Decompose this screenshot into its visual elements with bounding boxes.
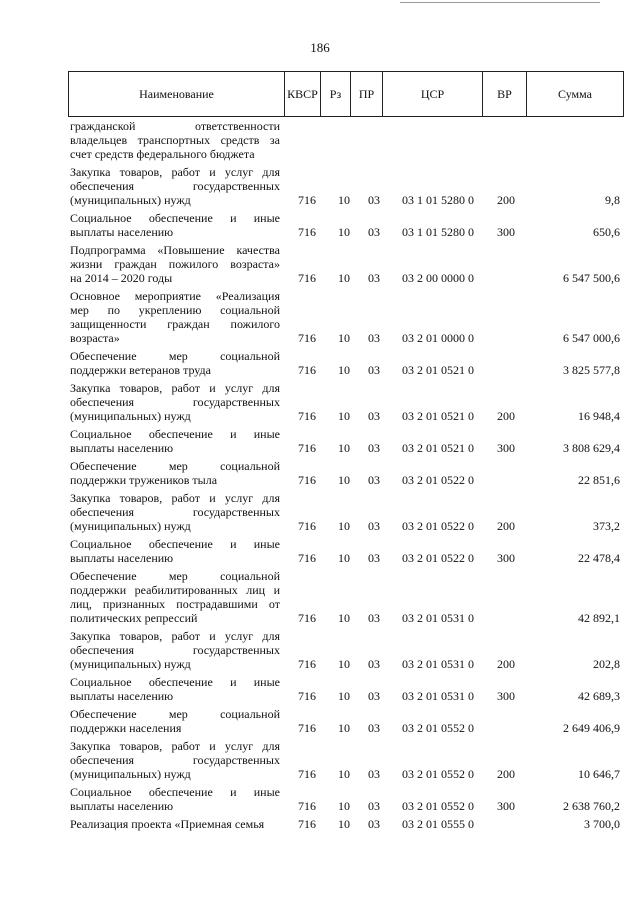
- row-csr: 03 2 01 0521 0: [402, 363, 474, 377]
- row-name-line: поддержки реабилитированных лиц и: [70, 583, 280, 597]
- row-kvsr: 716: [298, 473, 316, 487]
- row-pr: 03: [368, 193, 380, 207]
- row-sum: 10 646,7: [578, 767, 620, 781]
- row-pr: 03: [368, 799, 380, 813]
- row-pr: 03: [368, 551, 380, 565]
- row-rz: 10: [338, 767, 350, 781]
- row-csr: 03 2 01 0531 0: [402, 657, 474, 671]
- row-name-line: Социальное обеспечение и иные: [70, 211, 280, 225]
- row-kvsr: 716: [298, 193, 316, 207]
- row-vr: 300: [497, 441, 515, 455]
- row-name-line: гражданской ответственности: [70, 119, 280, 133]
- row-name-line: (муниципальных) нужд: [70, 657, 191, 671]
- row-sum: 42 892,1: [578, 611, 620, 625]
- row-kvsr: 716: [298, 409, 316, 423]
- row-pr: 03: [368, 441, 380, 455]
- row-sum: 6 547 000,6: [563, 331, 620, 345]
- table-row: [0, 739, 640, 782]
- row-name-line: Обеспечение мер социальной: [70, 459, 280, 473]
- row-name: [70, 785, 280, 813]
- table-row: [0, 629, 640, 672]
- row-sum: 2 638 760,2: [563, 799, 620, 813]
- row-name-line: Закупка товаров, работ и услуг для: [70, 629, 280, 643]
- row-vr: 200: [497, 409, 515, 423]
- row-rz: 10: [338, 331, 350, 345]
- row-csr: 03 2 00 0000 0: [402, 271, 474, 285]
- row-name-line: жизни граждан пожилого возраста»: [70, 257, 280, 271]
- row-name-line: обеспечения государственных: [70, 643, 280, 657]
- row-pr: 03: [368, 657, 380, 671]
- table-row: [0, 119, 640, 162]
- row-vr: 300: [497, 689, 515, 703]
- row-name-line: поддержки населения: [70, 721, 182, 735]
- row-kvsr: 716: [298, 441, 316, 455]
- row-name-line: обеспечения государственных: [70, 179, 280, 193]
- row-pr: 03: [368, 409, 380, 423]
- row-name: [70, 491, 280, 533]
- row-kvsr: 716: [298, 225, 316, 239]
- row-csr: 03 2 01 0521 0: [402, 409, 474, 423]
- table-header: [68, 71, 624, 117]
- header-kvsr: КВСР: [285, 72, 321, 116]
- row-csr: 03 2 01 0552 0: [402, 721, 474, 735]
- table-row: [0, 381, 640, 424]
- row-name: [70, 289, 280, 345]
- row-kvsr: 716: [298, 363, 316, 377]
- row-rz: 10: [338, 519, 350, 533]
- row-name: [70, 427, 280, 455]
- row-pr: 03: [368, 689, 380, 703]
- row-rz: 10: [338, 611, 350, 625]
- row-name-line: защищенности граждан пожилого: [70, 317, 280, 331]
- row-name: [70, 675, 280, 703]
- row-pr: 03: [368, 331, 380, 345]
- row-pr: 03: [368, 519, 380, 533]
- header-pr: ПР: [351, 72, 383, 116]
- row-name-line: Закупка товаров, работ и услуг для: [70, 739, 280, 753]
- row-sum: 16 948,4: [578, 409, 620, 423]
- row-name-line: Закупка товаров, работ и услуг для: [70, 381, 280, 395]
- row-name: [70, 569, 280, 625]
- row-name: [70, 165, 280, 207]
- row-kvsr: 716: [298, 721, 316, 735]
- table-row: [0, 817, 640, 832]
- row-pr: 03: [368, 363, 380, 377]
- row-kvsr: 716: [298, 611, 316, 625]
- row-sum: 22 478,4: [578, 551, 620, 565]
- row-rz: 10: [338, 441, 350, 455]
- row-rz: 10: [338, 225, 350, 239]
- row-rz: 10: [338, 363, 350, 377]
- row-name: [70, 349, 280, 377]
- row-kvsr: 716: [298, 657, 316, 671]
- header-sum: Сумма: [558, 86, 592, 101]
- row-name-line: обеспечения государственных: [70, 505, 280, 519]
- row-rz: 10: [338, 817, 350, 831]
- table-row: [0, 675, 640, 704]
- row-name-line: Обеспечение мер социальной: [70, 707, 280, 721]
- row-rz: 10: [338, 551, 350, 565]
- row-name: [70, 817, 280, 831]
- row-vr: 300: [497, 225, 515, 239]
- row-pr: 03: [368, 817, 380, 831]
- row-name: [70, 381, 280, 423]
- row-csr: 03 2 01 0552 0: [402, 767, 474, 781]
- row-vr: 200: [497, 767, 515, 781]
- table-row: [0, 349, 640, 378]
- table-row: [0, 785, 640, 814]
- table-row: [0, 491, 640, 534]
- row-sum: 650,6: [593, 225, 620, 239]
- row-sum: 9,8: [605, 193, 620, 207]
- row-sum: 6 547 500,6: [563, 271, 620, 285]
- row-pr: 03: [368, 473, 380, 487]
- row-sum: 42 689,3: [578, 689, 620, 703]
- row-name-line: Социальное обеспечение и иные: [70, 427, 280, 441]
- row-rz: 10: [338, 657, 350, 671]
- table-row: [0, 165, 640, 208]
- row-kvsr: 716: [298, 799, 316, 813]
- row-csr: 03 2 01 0000 0: [402, 331, 474, 345]
- row-name-line: Социальное обеспечение и иные: [70, 537, 280, 551]
- row-csr: 03 2 01 0555 0: [402, 817, 474, 831]
- row-name-line: счет средств федерального бюджета: [70, 147, 255, 161]
- row-csr: 03 2 01 0531 0: [402, 611, 474, 625]
- row-kvsr: 716: [298, 817, 316, 831]
- row-pr: 03: [368, 271, 380, 285]
- row-sum: 3 700,0: [584, 817, 620, 831]
- row-vr: 300: [497, 551, 515, 565]
- row-name-line: выплаты населению: [70, 551, 174, 565]
- row-pr: 03: [368, 225, 380, 239]
- row-name-line: Социальное обеспечение и иные: [70, 675, 280, 689]
- row-sum: 373,2: [593, 519, 620, 533]
- row-name-line: обеспечения государственных: [70, 395, 280, 409]
- row-rz: 10: [338, 271, 350, 285]
- row-name-line: лиц, признанных пострадавшими от: [70, 597, 280, 611]
- row-csr: 03 1 01 5280 0: [402, 193, 474, 207]
- row-sum: 3 808 629,4: [563, 441, 620, 455]
- row-vr: 200: [497, 193, 515, 207]
- row-csr: 03 1 01 5280 0: [402, 225, 474, 239]
- row-name-line: обеспечения государственных: [70, 753, 280, 767]
- row-kvsr: 716: [298, 689, 316, 703]
- row-csr: 03 2 01 0522 0: [402, 473, 474, 487]
- row-kvsr: 716: [298, 519, 316, 533]
- row-name-line: выплаты населению: [70, 799, 174, 813]
- row-rz: 10: [338, 193, 350, 207]
- header-csr: ЦСР: [383, 72, 483, 116]
- row-name: [70, 119, 280, 161]
- row-name-line: Основное мероприятие «Реализация: [70, 289, 280, 303]
- row-kvsr: 716: [298, 271, 316, 285]
- row-sum: 3 825 577,8: [563, 363, 620, 377]
- row-name-line: выплаты населению: [70, 441, 174, 455]
- row-name: [70, 211, 280, 239]
- row-name-line: Подпрограмма «Повышение качества: [70, 243, 280, 257]
- row-name-line: на 2014 – 2020 годы: [70, 271, 173, 285]
- row-vr: 200: [497, 657, 515, 671]
- row-name-line: поддержки ветеранов труда: [70, 363, 211, 377]
- row-rz: 10: [338, 721, 350, 735]
- top-scan-line: [400, 2, 600, 3]
- row-pr: 03: [368, 767, 380, 781]
- row-sum: 2 649 406,9: [563, 721, 620, 735]
- row-csr: 03 2 01 0521 0: [402, 441, 474, 455]
- row-kvsr: 716: [298, 767, 316, 781]
- row-sum: 202,8: [593, 657, 620, 671]
- header-vr: ВР: [483, 72, 527, 116]
- table-row: [0, 459, 640, 488]
- row-name-line: (муниципальных) нужд: [70, 193, 191, 207]
- row-vr: 200: [497, 519, 515, 533]
- row-name: [70, 243, 280, 285]
- row-name-line: Обеспечение мер социальной: [70, 569, 280, 583]
- row-rz: 10: [338, 689, 350, 703]
- row-rz: 10: [338, 409, 350, 423]
- table-row: [0, 569, 640, 626]
- row-csr: 03 2 01 0522 0: [402, 519, 474, 533]
- row-name: [70, 629, 280, 671]
- row-csr: 03 2 01 0552 0: [402, 799, 474, 813]
- header-rz: Рз: [321, 72, 351, 116]
- row-name-line: Обеспечение мер социальной: [70, 349, 280, 363]
- table-row: [0, 211, 640, 240]
- row-name-line: выплаты населению: [70, 225, 174, 239]
- row-name-line: (муниципальных) нужд: [70, 409, 191, 423]
- row-csr: 03 2 01 0531 0: [402, 689, 474, 703]
- row-name-line: Социальное обеспечение и иные: [70, 785, 280, 799]
- row-name-line: владельцев транспортных средств за: [70, 133, 280, 147]
- row-name-line: поддержки тружеников тыла: [70, 473, 218, 487]
- row-rz: 10: [338, 799, 350, 813]
- row-name-line: выплаты населению: [70, 689, 174, 703]
- row-name-line: возраста»: [70, 331, 120, 345]
- row-name-line: Закупка товаров, работ и услуг для: [70, 165, 280, 179]
- row-pr: 03: [368, 611, 380, 625]
- row-name-line: (муниципальных) нужд: [70, 519, 191, 533]
- row-kvsr: 716: [298, 551, 316, 565]
- header-name: Наименование: [69, 72, 285, 116]
- table-row: [0, 537, 640, 566]
- row-name-line: политических репрессий: [70, 611, 198, 625]
- row-csr: 03 2 01 0522 0: [402, 551, 474, 565]
- row-name: [70, 739, 280, 781]
- row-sum: 22 851,6: [578, 473, 620, 487]
- row-name-line: Закупка товаров, работ и услуг для: [70, 491, 280, 505]
- row-vr: 300: [497, 799, 515, 813]
- row-kvsr: 716: [298, 331, 316, 345]
- table-row: [0, 707, 640, 736]
- table-row: [0, 289, 640, 346]
- row-name-line: мер по укреплению социальной: [70, 303, 280, 317]
- row-name: [70, 707, 280, 735]
- row-pr: 03: [368, 721, 380, 735]
- row-rz: 10: [338, 473, 350, 487]
- table-row: [0, 243, 640, 286]
- page-number: 186: [310, 40, 330, 55]
- table-row: [0, 427, 640, 456]
- row-name-line: (муниципальных) нужд: [70, 767, 191, 781]
- row-name: [70, 459, 280, 487]
- row-name: [70, 537, 280, 565]
- row-name-line: Реализация проекта «Приемная семья: [70, 817, 265, 831]
